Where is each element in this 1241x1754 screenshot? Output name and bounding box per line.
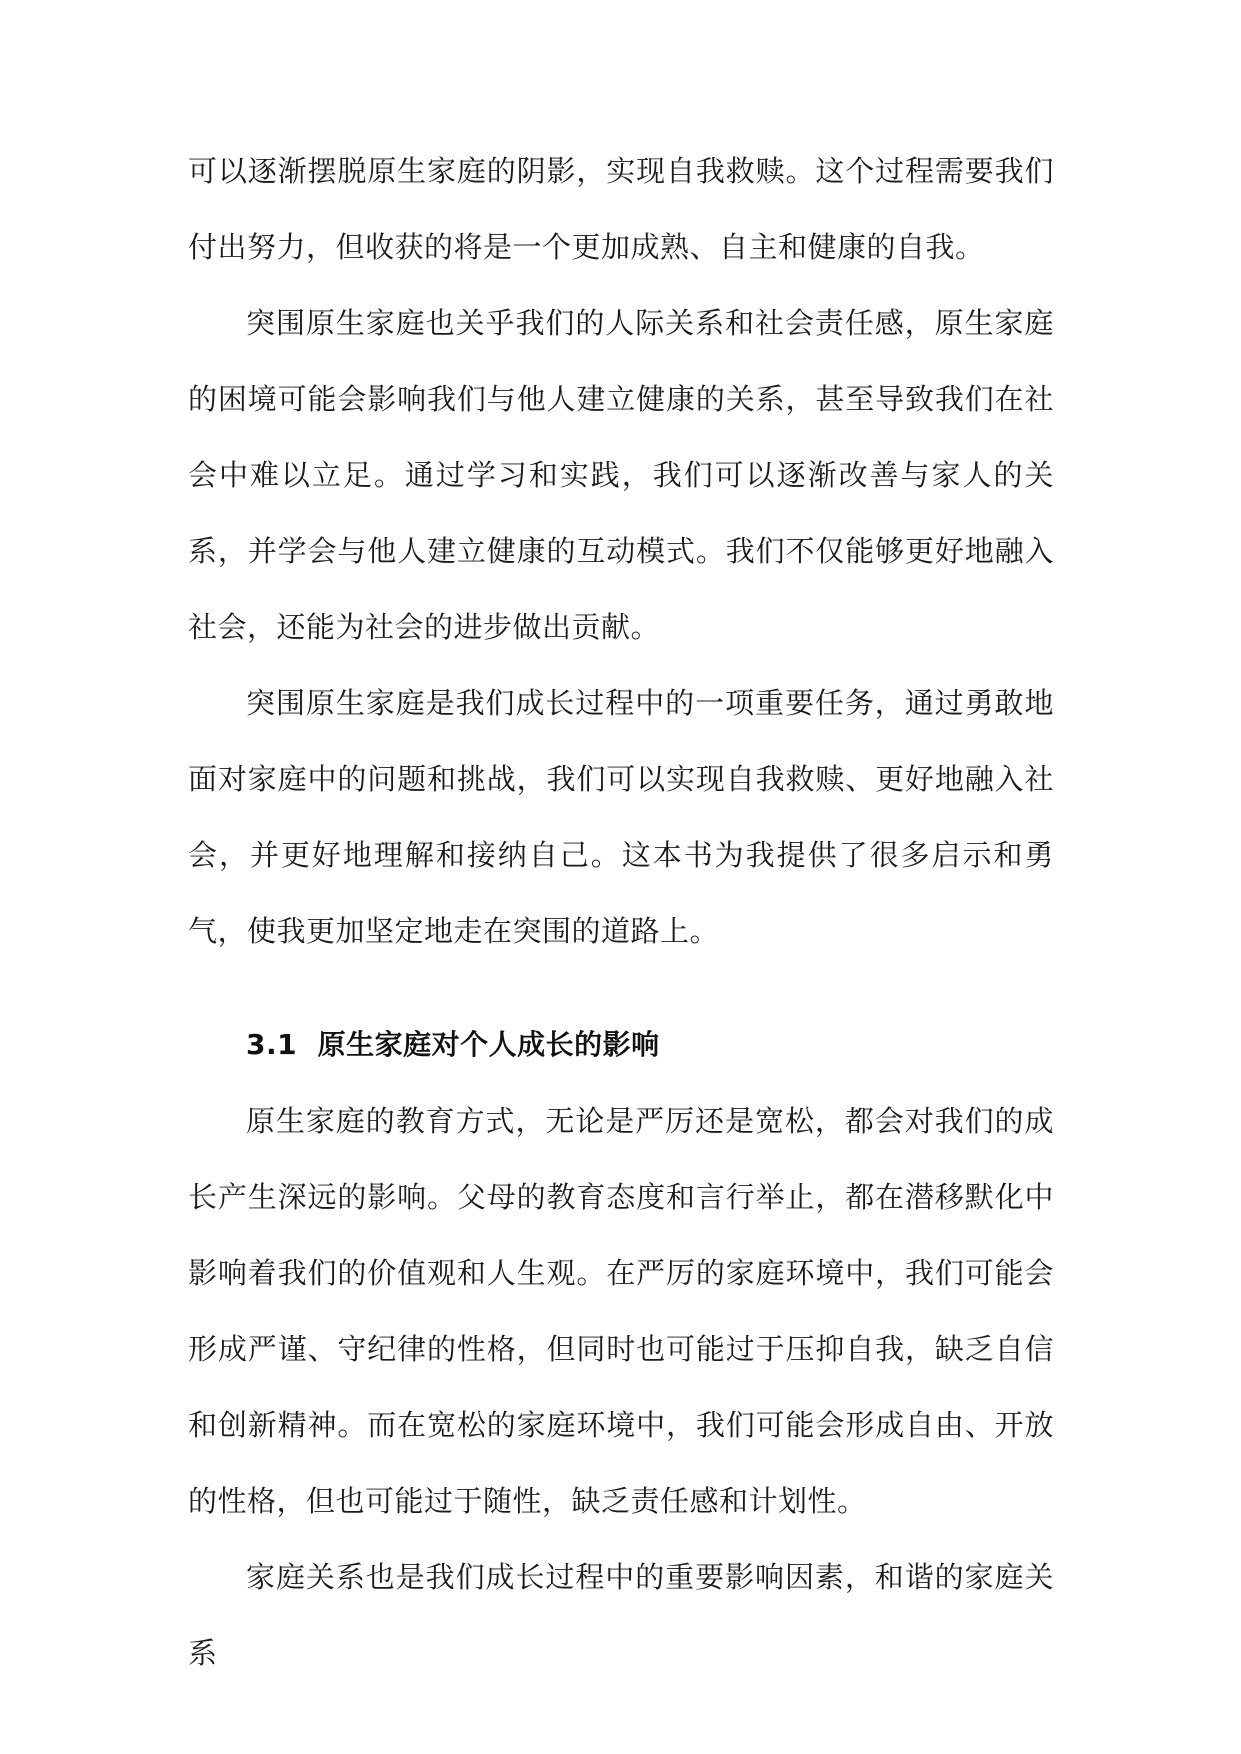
- paragraph-summary: 突围原生家庭是我们成长过程中的一项重要任务，通过勇敢地面对家庭中的问题和挑战，我们可以实现自我救赎、更好地融入社会，并更好地理解和接纳自己。这本书为我提供了很多启示和勇气，使我更加坚定地走在突围的道路上。: [188, 686, 1054, 948]
- document-body: [188, 133, 1054, 1691]
- section-heading: [188, 1007, 1054, 1083]
- paragraph-education-style: 原生家庭的教育方式，无论是严厉还是宽松，都会对我们的成长产生深远的影响。父母的教育态度和言行举止，都在潜移默化中影响着我们的价值观和人生观。在严厉的家庭环境中，我们可能会形成严谨、守纪律的性格，但同时也可能过于压抑自我，缺乏自信和创新精神。而在宽松的家庭环境中，我们可能会形成自由、开放的性格，但也可能过于随性，缺乏责任感和计划性。: [188, 1104, 1054, 1518]
- paragraph-social-responsibility: 突围原生家庭也关乎我们的人际关系和社会责任感，原生家庭的困境可能会影响我们与他人建立健康的关系，甚至导致我们在社会中难以立足。通过学习和实践，我们可以逐渐改善与家人的关系，并学会与他人建立健康的互动模式。我们不仅能够更好地融入社会，还能为社会的进步做出贡献。: [188, 306, 1054, 644]
- section-number: 3.1: [246, 1028, 298, 1061]
- paragraph-continuation: 可以逐渐摆脱原生家庭的阴影，实现自我救赎。这个过程需要我们付出努力，但收获的将是一个更加成熟、自主和健康的自我。: [188, 154, 1054, 264]
- section-title: 原生家庭对个人成长的影响: [317, 1028, 660, 1061]
- paragraph-family-relations: 家庭关系也是我们成长过程中的重要影响因素，和谐的家庭关系: [188, 1560, 1054, 1670]
